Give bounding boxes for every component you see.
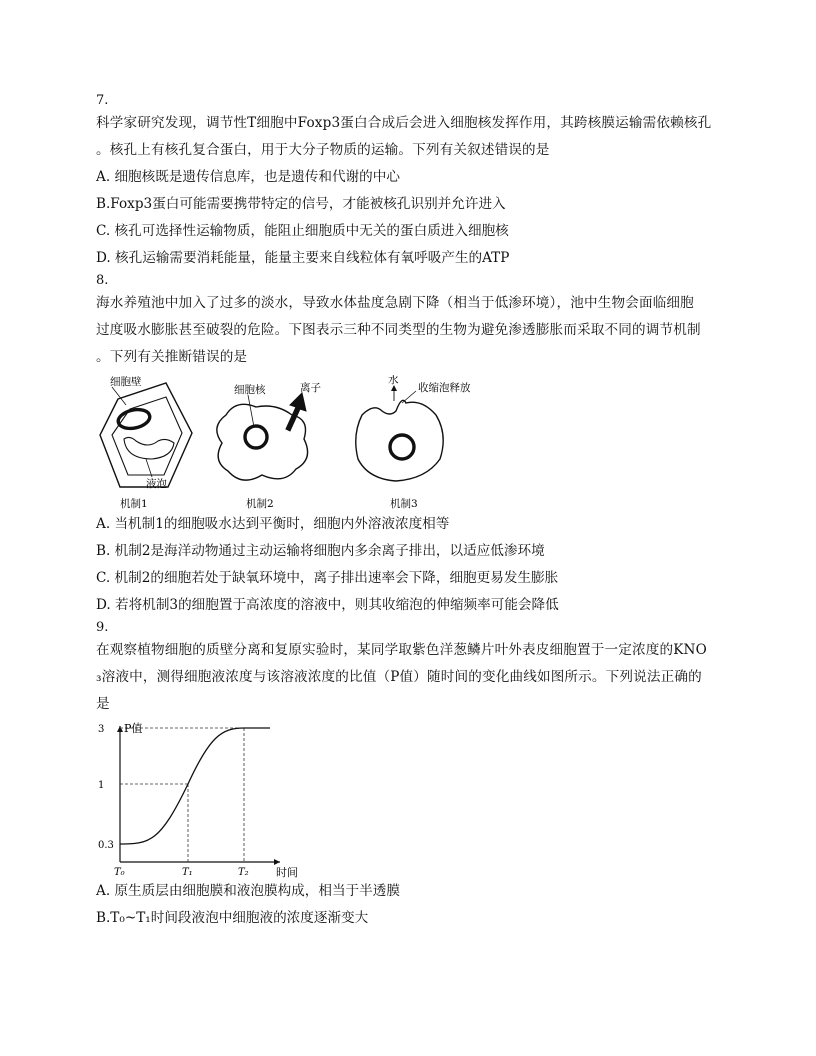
question-8-option-c: C. 机制2的细胞若处于缺氧环境中，离子排出速率会下降，细胞更易发生膨胀 xyxy=(96,570,559,586)
x-tick-label-1: T₁ xyxy=(182,867,193,878)
mechanism-3-caption: 机制3 xyxy=(390,498,418,510)
question-7-stem-line-2: 。核孔上有核孔复合蛋白，用于大分子物质的运输。下列有关叙述错误的是 xyxy=(96,142,550,158)
question-9-stem-line-3: 是 xyxy=(96,696,110,712)
question-8-stem-line-2: 过度吸水膨胀甚至破裂的危险。下图表示三种不同类型的生物为避免渗透膨胀而采取不同的调节机制 xyxy=(96,322,701,338)
p-value-chart xyxy=(96,718,326,878)
y-axis-label: P值 xyxy=(124,722,143,735)
water-label: 水 xyxy=(388,375,399,386)
mechanism-1-caption: 机制1 xyxy=(120,498,148,510)
y-axis-arrow-icon xyxy=(117,726,123,732)
question-8-option-a: A. 当机制1的细胞吸水达到平衡时，细胞内外溶液浓度相等 xyxy=(96,516,450,532)
y-tick-label-0: 0.3 xyxy=(98,840,114,851)
p-value-chart-figure xyxy=(96,718,720,878)
x-tick-label-0: T₀ xyxy=(114,867,125,878)
y-tick-label-1: 1 xyxy=(98,780,105,791)
question-8-stem-line-1: 海水养殖池中加入了过多的淡水，导致水体盐度急剧下降（相当于低渗环境），池中生物会面临细胞 xyxy=(96,295,694,311)
question-8-option-d: D. 若将机制3的细胞置于高浓度的溶液中，则其收缩泡的伸缩频率可能会降低 xyxy=(96,597,559,613)
question-7-option-d: D. 核孔运输需要消耗能量，能量主要来自线粒体有氧呼吸产生的ATP xyxy=(96,250,510,266)
chart-labels xyxy=(98,721,298,878)
osmoregulation-diagram xyxy=(96,375,496,511)
ion-label: 离子 xyxy=(300,382,321,394)
mechanism-3-cell xyxy=(356,385,443,481)
worksheet-page xyxy=(96,92,720,932)
vacuole-label: 液泡 xyxy=(146,478,167,490)
question-9-stem-line-1: 在观察植物细胞的质壁分离和复原实验时，某同学取紫色洋葱鳞片叶外表皮细胞置于一定浓度的KNO xyxy=(96,642,707,658)
osmoregulation-figure xyxy=(96,375,720,511)
question-9-option-b: B.T₀~T₁时间段液泡中细胞液的浓度逐渐变大 xyxy=(96,910,369,926)
contractile-vacuole-label: 收缩泡释放 xyxy=(418,382,471,394)
question-7-stem-line-1: 科学家研究发现，调节性T细胞中Foxp3蛋白合成后会进入细胞核发挥作用，其跨核膜运输需依赖核孔 xyxy=(96,115,712,131)
question-8-option-b: B. 机制2是海洋动物通过主动运输将细胞内多余离子排出，以适应低渗环境 xyxy=(96,543,545,559)
question-7-option-b: B.Foxp3蛋白可能需要携带特定的信号，才能被核孔识别并允许进入 xyxy=(96,196,506,212)
mechanism-2-cell xyxy=(217,393,308,480)
question-7-number: 7. xyxy=(96,93,109,108)
y-tick-label-2: 3 xyxy=(98,724,105,735)
nucleus-label: 细胞核 xyxy=(234,384,266,396)
p-value-curve xyxy=(120,728,270,844)
question-7-option-c: C. 核孔可选择性运输物质，能阻止细胞质中无关的蛋白质进入细胞核 xyxy=(96,223,509,239)
question-9-stem-line-2: ₃溶液中，测得细胞液浓度与该溶液浓度的比值（P值）随时间的变化曲线如图所示。下列说法正确的 xyxy=(96,669,702,685)
mechanism-1-cell xyxy=(100,383,192,487)
x-axis-label: 时间 xyxy=(276,866,298,878)
question-7-option-a: A. 细胞核既是遗传信息库，也是遗传和代谢的中心 xyxy=(96,169,400,185)
chart-axes xyxy=(117,726,280,865)
cell-wall-label: 细胞壁 xyxy=(110,376,142,388)
question-9-option-a: A. 原生质层由细胞膜和液泡膜构成，相当于半透膜 xyxy=(96,883,400,899)
chart-series xyxy=(120,728,270,844)
question-8-stem-line-3: 。下列有关推断错误的是 xyxy=(96,349,248,365)
x-axis-arrow-icon xyxy=(274,859,280,865)
x-tick-label-2: T₂ xyxy=(238,867,249,878)
question-8-number: 8. xyxy=(96,273,109,288)
question-9-number: 9. xyxy=(96,620,109,635)
mechanism-2-caption: 机制2 xyxy=(246,498,274,510)
